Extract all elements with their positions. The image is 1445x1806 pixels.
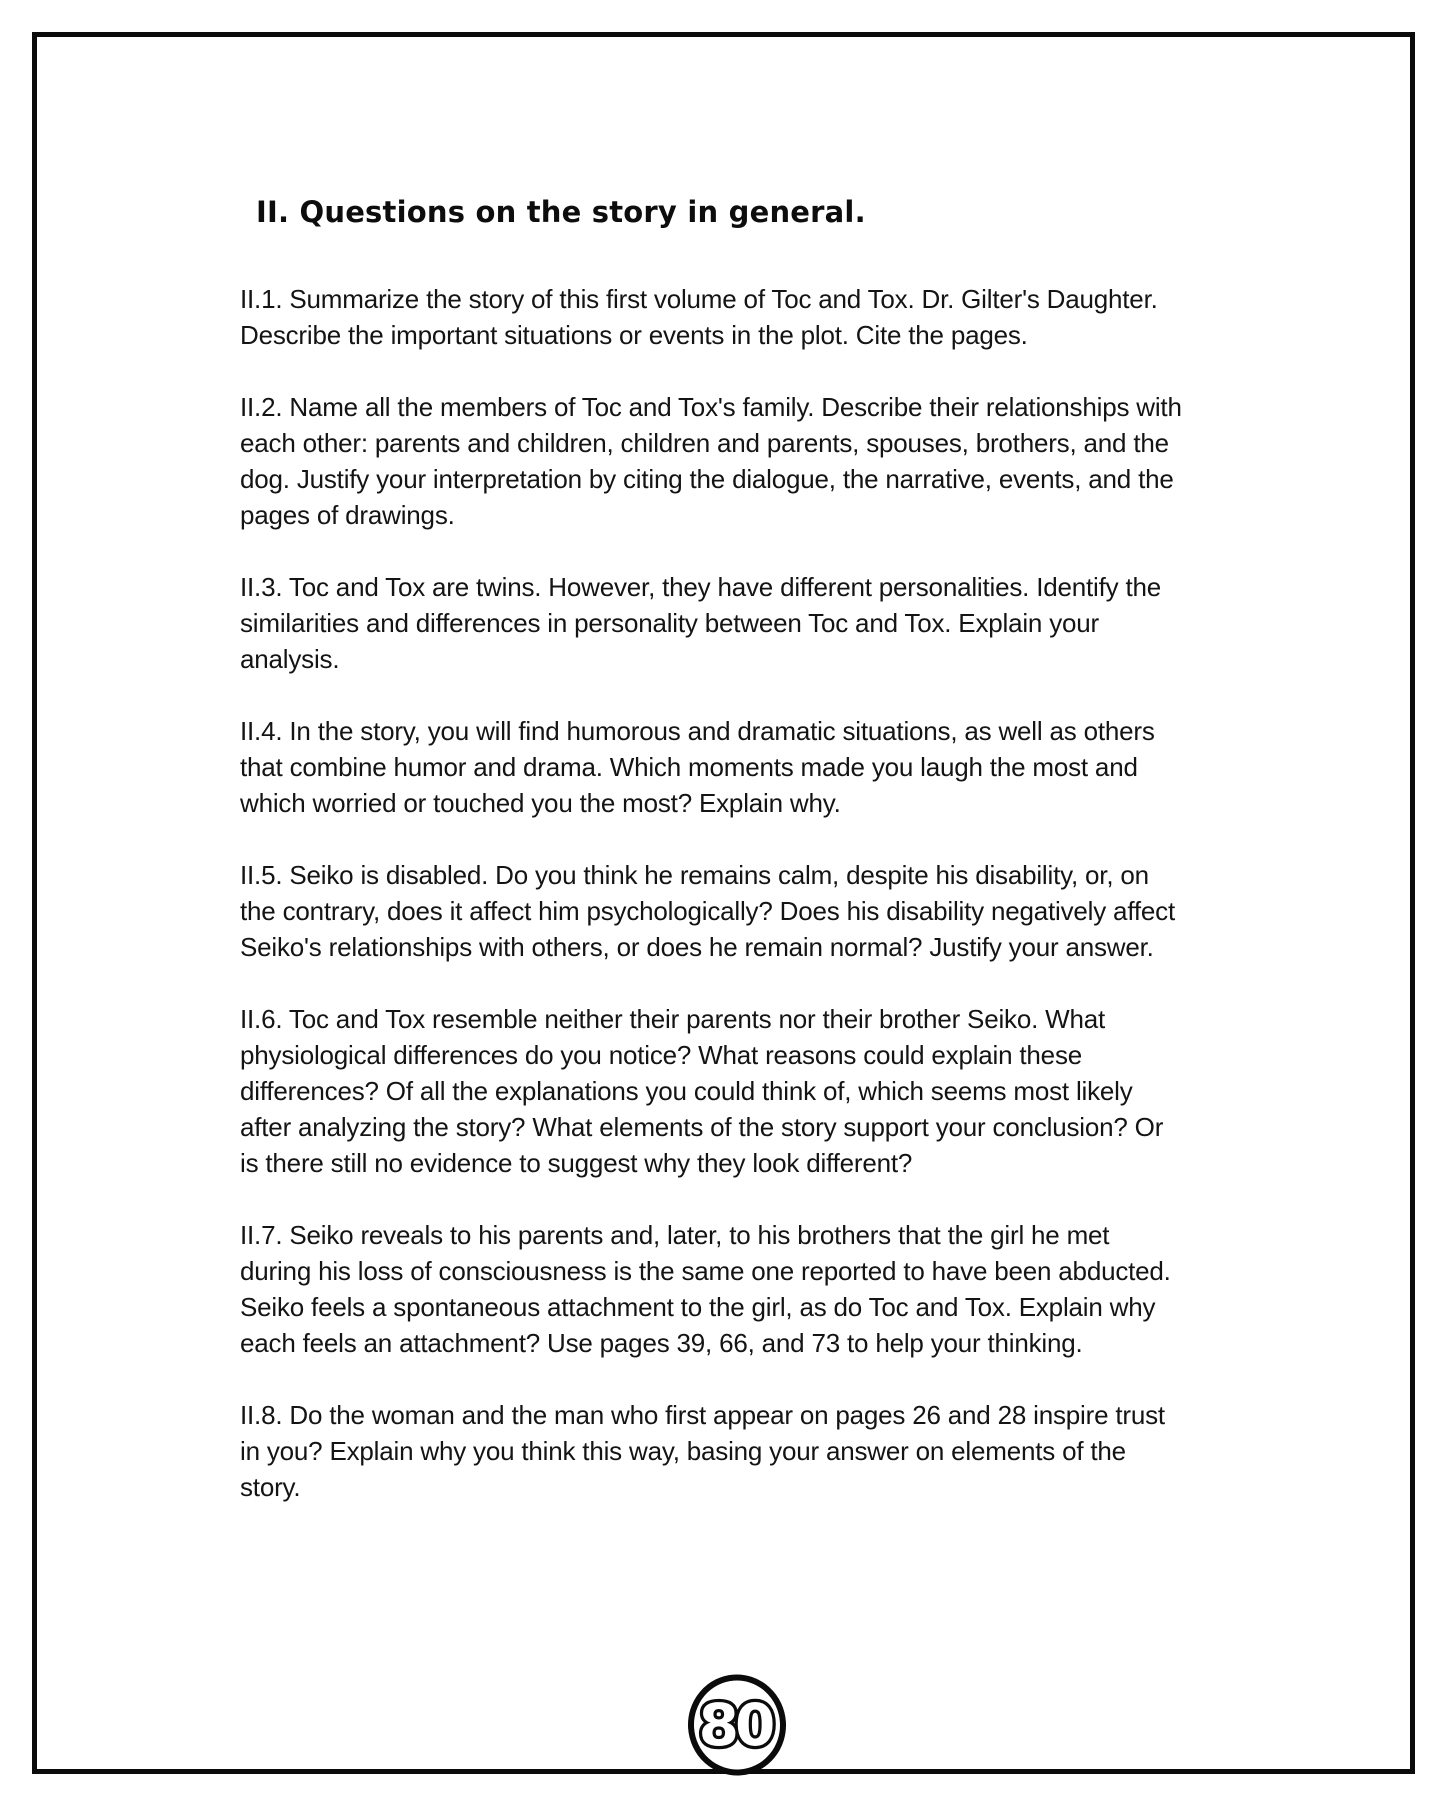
question-number: II.8. [240,1400,283,1430]
question-paragraph-7 [240,1217,1182,1361]
question-paragraph-3 [240,569,1182,677]
question-body: Toc and Tox resemble neither their parents nor their brother Seiko. What physiological differences do you notice? What reasons could explain these differences? Of all the explanations you could think of, which seems most likely after analyzing the story? What elements of the story support your conclusion? Or is there still no evidence to suggest why they look different? [240,1004,1164,1178]
question-body: Toc and Tox are twins. However, they have different personalities. Identify the similarities and differences in personality between Toc and Tox. Explain your analysis. [240,572,1161,674]
page-number: 80 [698,1691,772,1759]
question-number: II.1. [240,284,283,314]
question-paragraph-1 [240,281,1182,353]
question-body: Summarize the story of this first volume of Toc and Tox. Dr. Gilter's Daughter. Describe the important situations or events in the plot. Cite the pages. [240,284,1158,350]
section-title: II. Questions on the story in general. [256,195,866,229]
page-border-frame [32,32,1415,1774]
question-number: II.3. [240,572,283,602]
page-content [240,193,1182,1541]
question-number: II.2. [240,392,283,422]
question-number: II.4. [240,716,283,746]
question-paragraph-4 [240,713,1182,821]
page-number-circle-icon [686,1674,788,1776]
question-body: Seiko is disabled. Do you think he remains calm, despite his disability, or, on the contrary, does it affect him psychologically? Does his disability negatively affect Seiko's relationships with others, or does he remain normal? Justify your answer. [240,860,1175,962]
question-body: Seiko reveals to his parents and, later, to his brothers that the girl he met during his loss of consciousness is the same one reported to have been abducted. Seiko feels a spontaneous attachment to the girl, as do Toc and Tox. Explain why each feels an attachment? Use pages 39, 66, and 73 to help your thinking. [240,1220,1171,1358]
question-body: In the story, you will find humorous and dramatic situations, as well as others that combine humor and drama. Which moments made you laugh the most and which worried or touched you the most? Explain why. [240,716,1155,818]
question-paragraph-2 [240,389,1182,533]
question-body: Do the woman and the man who first appear on pages 26 and 28 inspire trust in you? Explain why you think this way, basing your answer on elements of the story. [240,1400,1165,1502]
question-number: II.5. [240,860,283,890]
page-number-badge [686,1674,788,1776]
question-number: II.6. [240,1004,283,1034]
question-body: Name all the members of Toc and Tox's family. Describe their relationships with each other: parents and children, children and parents, spouses, brothers, and the dog. Justify your interpretation by citing the dialogue, the narrative, events, and the pages of drawings. [240,392,1182,530]
question-number: II.7. [240,1220,283,1250]
question-paragraph-5 [240,857,1182,965]
question-paragraph-6 [240,1001,1182,1181]
question-paragraph-8 [240,1397,1182,1505]
